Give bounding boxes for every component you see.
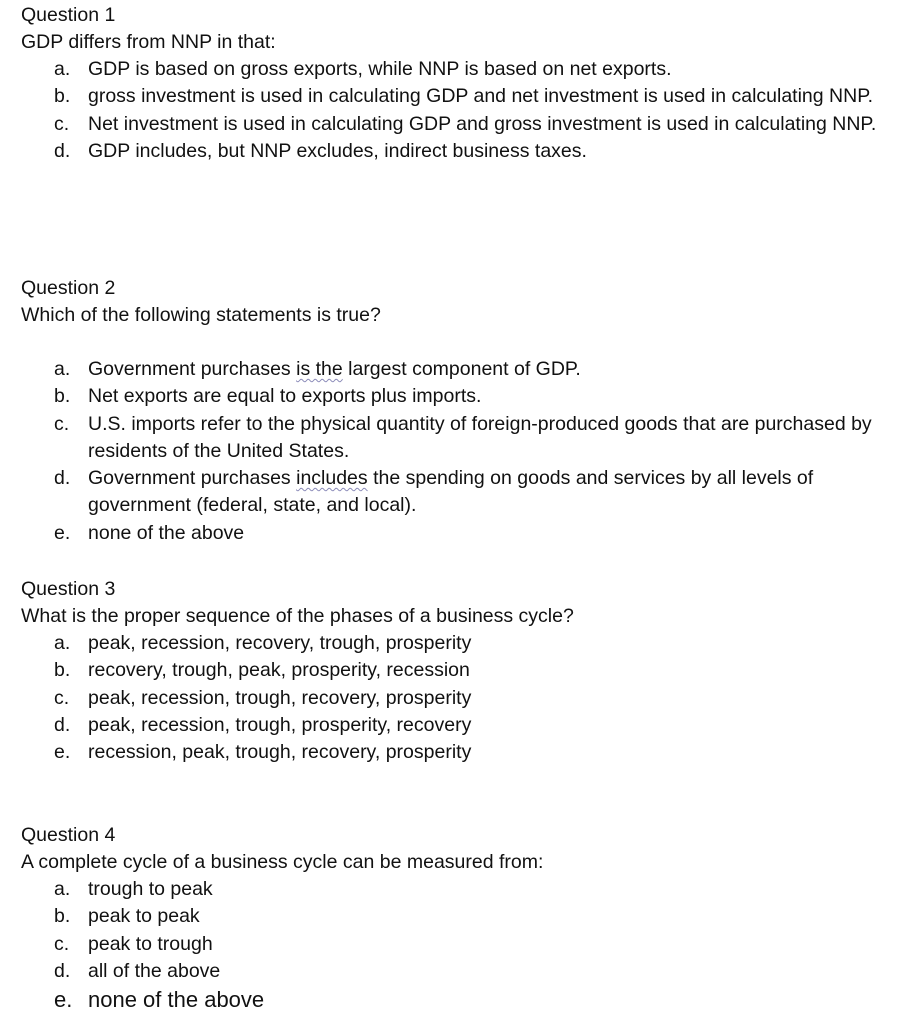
option-4d bbox=[21, 958, 901, 985]
option-text: recovery, trough, peak, prosperity, recession bbox=[88, 659, 470, 682]
question-3-prompt: What is the proper sequence of the phases of a business cycle? bbox=[21, 605, 574, 627]
grammar-flag[interactable]: is the bbox=[296, 358, 343, 380]
option-letter: c. bbox=[54, 412, 70, 435]
option-letter: b. bbox=[54, 905, 71, 928]
option-text-post: largest component of GDP. bbox=[342, 358, 581, 380]
option-3b bbox=[21, 657, 901, 684]
option-4e bbox=[21, 985, 901, 1015]
option-text: none of the above bbox=[88, 521, 245, 544]
option-letter: b. bbox=[54, 85, 71, 108]
option-text: GDP is based on gross exports, while NNP is based on net exports. bbox=[88, 58, 672, 80]
question-2 bbox=[21, 275, 901, 547]
question-4-prompt: A complete cycle of a business cycle can be measured from: bbox=[21, 851, 544, 873]
option-letter: e. bbox=[54, 741, 71, 764]
option-text: gross investment is used in calculating GDP and net investment is used in calculating NNP. bbox=[88, 85, 874, 108]
option-1a bbox=[21, 56, 901, 83]
option-letter: d. bbox=[54, 959, 71, 982]
option-letter: d. bbox=[54, 139, 71, 162]
option-text: peak to trough bbox=[88, 932, 213, 955]
option-1b bbox=[21, 83, 901, 110]
question-1-options bbox=[21, 56, 901, 165]
question-2-prompt: Which of the following statements is true? bbox=[21, 304, 381, 326]
option-letter: d. bbox=[54, 713, 71, 736]
option-letter: e. bbox=[54, 987, 73, 1013]
option-3d bbox=[21, 712, 901, 739]
question-3-options bbox=[21, 630, 901, 766]
option-4c bbox=[21, 931, 901, 958]
question-3 bbox=[21, 576, 901, 766]
option-letter: a. bbox=[54, 878, 71, 900]
option-letter: a. bbox=[54, 358, 71, 380]
question-1-prompt: GDP differs from NNP in that: bbox=[21, 31, 276, 53]
option-text: none of the above bbox=[88, 987, 265, 1013]
spacer bbox=[21, 329, 901, 356]
option-text-post: the spending on goods and services by all levels of government (federal, state, and local). bbox=[88, 467, 814, 517]
option-2a bbox=[21, 356, 901, 383]
option-2d bbox=[21, 465, 901, 520]
grammar-flag[interactable]: includes bbox=[296, 467, 368, 490]
option-3a bbox=[21, 630, 901, 657]
option-letter: e. bbox=[54, 521, 71, 544]
option-text: peak, recession, recovery, trough, prosperity bbox=[88, 632, 472, 654]
option-text: U.S. imports refer to the physical quantity of foreign-produced goods that are purchased by residents of the United States. bbox=[88, 412, 872, 462]
option-letter: a. bbox=[54, 58, 71, 80]
option-4a bbox=[21, 876, 901, 903]
option-3c bbox=[21, 685, 901, 712]
option-1d bbox=[21, 138, 901, 165]
option-4b bbox=[21, 903, 901, 930]
option-text: Net exports are equal to exports plus imports. bbox=[88, 385, 482, 408]
question-1-title: Question 1 bbox=[21, 4, 116, 26]
option-text: all of the above bbox=[88, 959, 221, 982]
question-2-title: Question 2 bbox=[21, 277, 116, 299]
option-1c bbox=[21, 111, 901, 138]
option-2c bbox=[21, 411, 901, 466]
option-letter: a. bbox=[54, 632, 71, 654]
option-text: peak to peak bbox=[88, 905, 200, 928]
option-letter: b. bbox=[54, 385, 71, 408]
option-2e bbox=[21, 520, 901, 547]
question-3-title: Question 3 bbox=[21, 578, 116, 600]
option-letter: c. bbox=[54, 686, 70, 709]
option-2b bbox=[21, 383, 901, 410]
option-text: peak, recession, trough, prosperity, recovery bbox=[88, 713, 472, 736]
option-text: recession, peak, trough, recovery, prosperity bbox=[88, 741, 472, 764]
option-text-pre: Government purchases bbox=[88, 358, 297, 380]
option-letter: b. bbox=[54, 659, 71, 682]
question-2-options bbox=[21, 356, 901, 547]
question-1 bbox=[21, 2, 901, 165]
option-text: Net investment is used in calculating GDP and gross investment is used in calculating NNP. bbox=[88, 112, 877, 135]
option-text-pre: Government purchases bbox=[88, 467, 297, 490]
option-letter: c. bbox=[54, 112, 70, 135]
option-text: peak, recession, trough, recovery, prosperity bbox=[88, 686, 472, 709]
option-letter: d. bbox=[54, 467, 71, 490]
option-letter: c. bbox=[54, 932, 70, 955]
option-text: GDP includes, but NNP excludes, indirect business taxes. bbox=[88, 139, 587, 162]
option-text: trough to peak bbox=[88, 878, 213, 900]
question-4 bbox=[21, 822, 901, 1015]
question-4-title: Question 4 bbox=[21, 824, 116, 846]
option-3e bbox=[21, 739, 901, 766]
question-4-options bbox=[21, 876, 901, 1015]
